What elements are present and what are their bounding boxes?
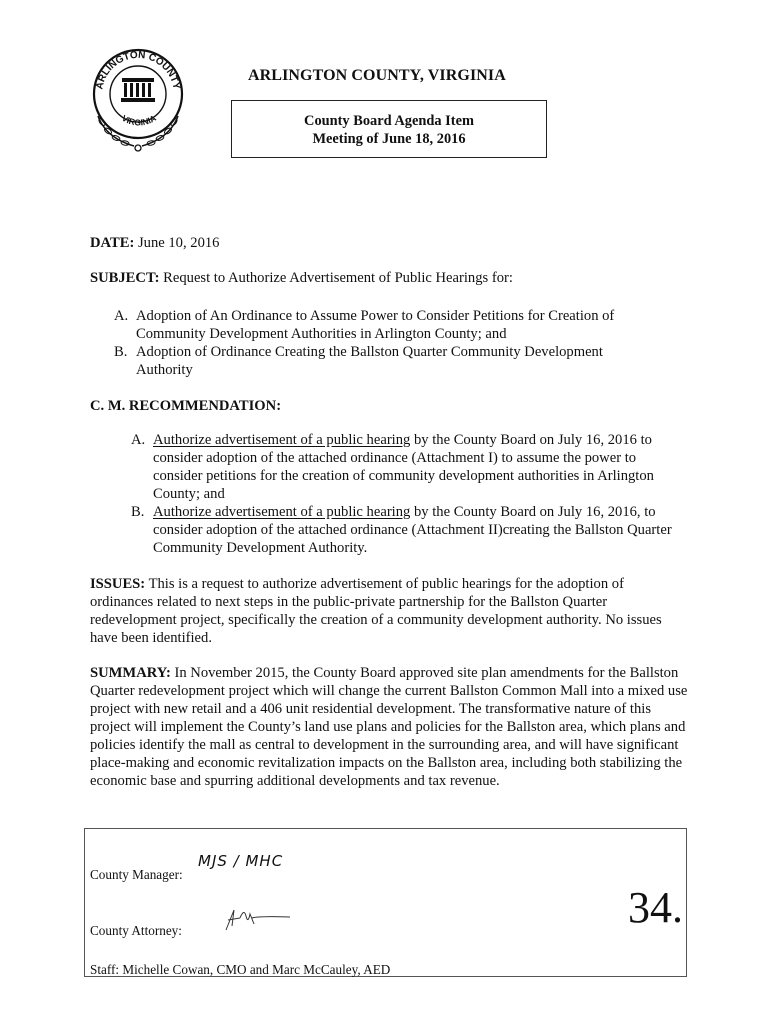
list-marker: A. (131, 432, 146, 448)
recommendation-link: Authorize advertisement of a public hearing (153, 504, 411, 520)
subject-line (90, 269, 690, 287)
signature-box (84, 828, 687, 977)
list-item-text: Adoption of Ordinance Creating the Ballston Quarter Community Development Authority (136, 344, 603, 378)
county-attorney-label: County Attorney: (90, 923, 182, 938)
summary-text: In November 2015, the County Board approved site plan amendments for the Ballston Quarter redevelopment project which will change the current Ballston Common Mall into a mixed use project with new retail and a 406 unit residential development. The transformative nature of this project will implement the County’s land use plans and policies for the Ballston area, which plans and policies identify the mall as central to development in the surrounding area, and will have significant place-making and economic revitalization impacts on the Ballston area, including both stabilizing the economic base and spurring additional developments and tax revenue. (90, 665, 688, 789)
meeting-date: Meeting of June 18, 2016 (312, 131, 466, 147)
list-item (114, 307, 654, 343)
manager-initials: MJS / MHC (198, 852, 284, 870)
summary-label: SUMMARY: (90, 665, 171, 681)
issues-paragraph (90, 575, 682, 647)
county-seal (84, 42, 192, 160)
issues-text: This is a request to authorize advertisement of public hearings for the adoption of ordinances related to next steps in the public-private partnership for the Ballston Quarter redevelopment project, specifically the creation of a community development authority. No issues have been identified. (90, 576, 662, 646)
list-item (131, 431, 679, 503)
agenda-item-title: County Board Agenda Item (304, 113, 474, 129)
list-marker: B. (131, 504, 145, 520)
county-seal-icon (84, 42, 192, 160)
list-marker: A. (114, 308, 129, 324)
list-item-text: by the County Board on July 16, 2016, to consider adoption of the attached ordinance (Attachment II)creating the Ballston Quarter Community Development Authority. (153, 504, 672, 556)
recommendation-list (131, 431, 679, 557)
list-item-text: by the County Board on July 16, 2016 to consider adoption of the attached ordinance (Attachment I) to assume the power to consider petitions for the creation of community development authorities in Arlington County; and (153, 432, 654, 502)
agenda-item-number: 34. (628, 883, 683, 932)
recommendation-link: Authorize advertisement of a public hearing (153, 432, 411, 448)
county-title: ARLINGTON COUNTY, VIRGINIA (248, 67, 506, 84)
agenda-item-box (231, 100, 547, 158)
list-item-text: Adoption of An Ordinance to Assume Power to Consider Petitions for Creation of Community Development Authorities in Arlington County; and (136, 308, 615, 342)
subject-label: SUBJECT: (90, 270, 160, 286)
attorney-signature-icon (220, 906, 292, 936)
svg-text:ARLINGTON COUNTY: ARLINGTON COUNTY (94, 49, 182, 91)
county-manager-label: County Manager: (90, 867, 183, 882)
staff-line: Staff: Michelle Cowan, CMO and Marc McCauley, AED (90, 962, 391, 977)
subject-value: Request to Authorize Advertisement of Public Hearings for: (163, 270, 513, 286)
list-item (114, 343, 654, 379)
summary-paragraph (90, 664, 688, 790)
date-value: June 10, 2016 (137, 235, 220, 251)
date-label: DATE: (90, 235, 135, 251)
list-marker: B. (114, 344, 128, 360)
svg-text:VIRGINIA: VIRGINIA (120, 112, 158, 128)
subject-list (114, 307, 654, 379)
date-line (90, 234, 690, 252)
issues-label: ISSUES: (90, 576, 146, 592)
list-item (131, 503, 679, 557)
recommendation-heading: C. M. RECOMMENDATION: (90, 398, 282, 414)
